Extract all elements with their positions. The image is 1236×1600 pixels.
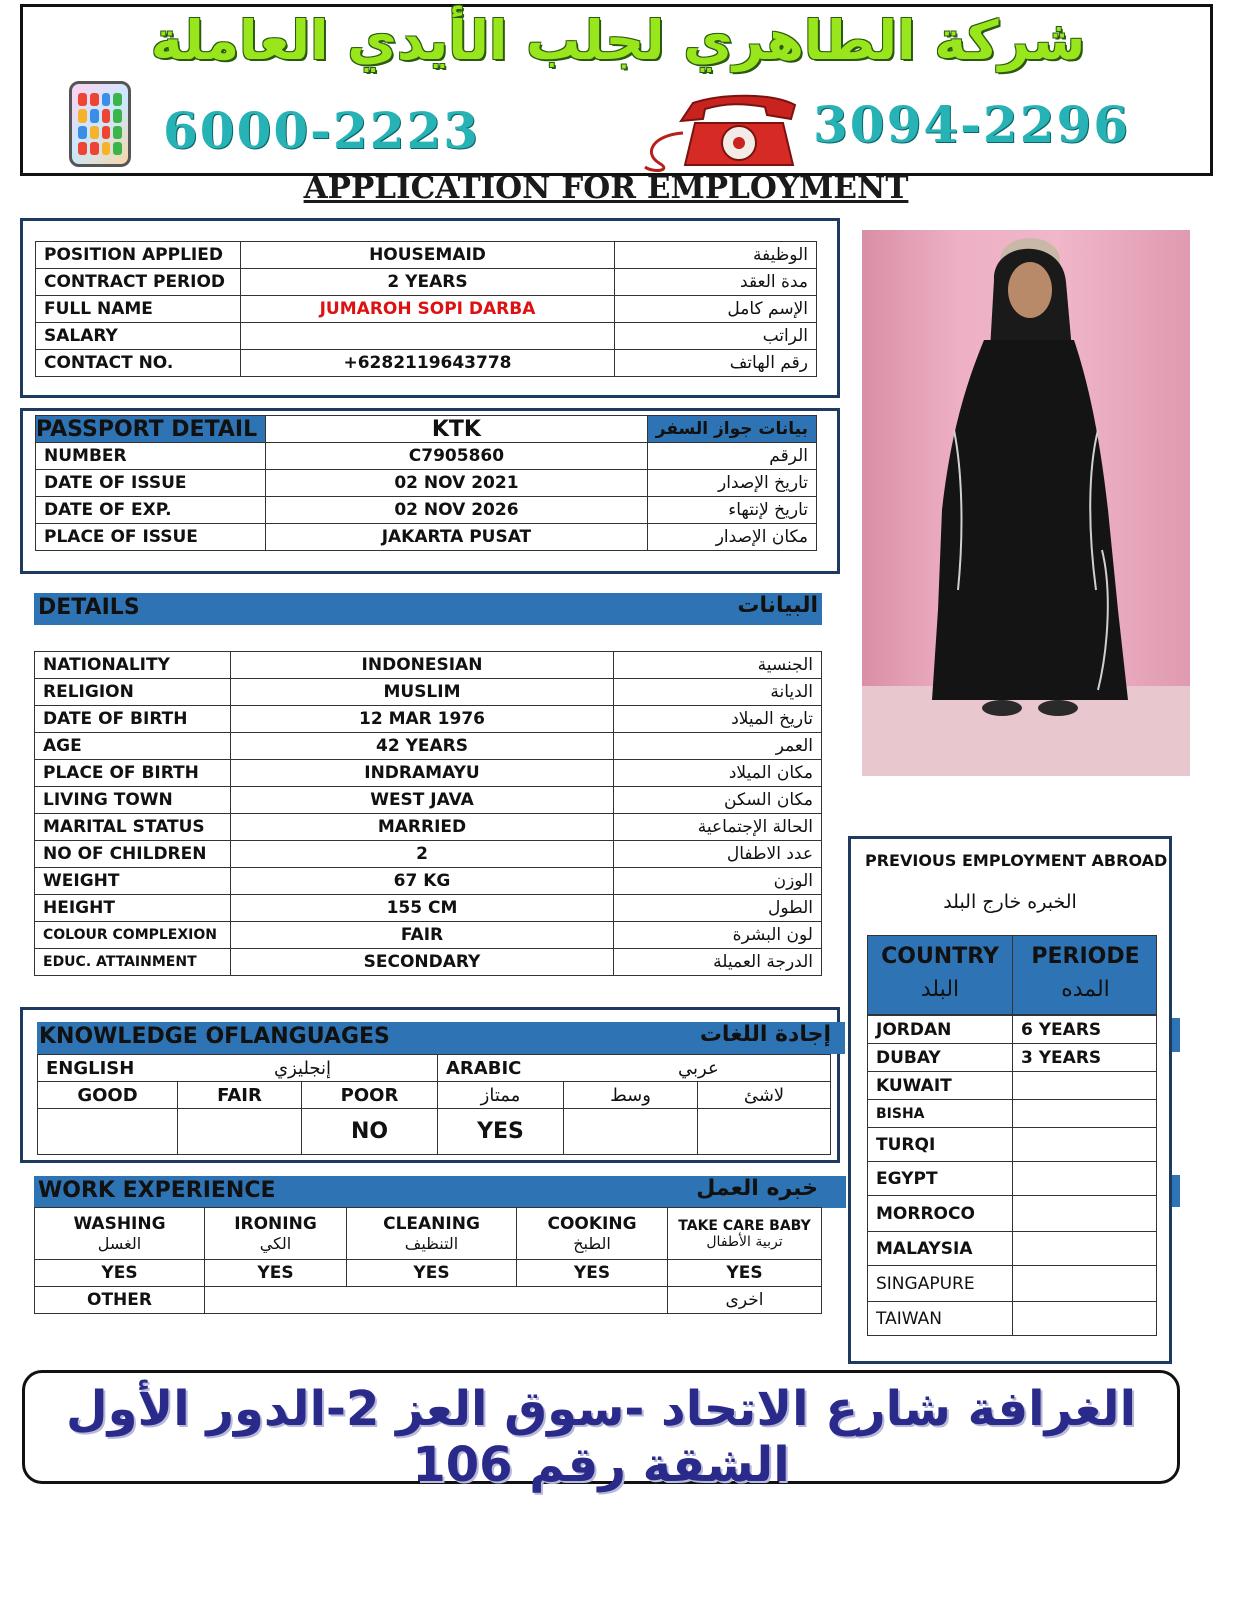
row-value: JAKARTA PUSAT <box>266 524 648 551</box>
row-label-ar: لون البشرة <box>614 922 822 949</box>
previous-title-ar: الخبره خارج البلد <box>943 891 1077 913</box>
level-label: POOR <box>302 1082 438 1109</box>
period-header-label-ar: المده <box>1061 977 1110 1002</box>
applicant-photo <box>862 230 1190 776</box>
row-label-ar: رقم الهاتف <box>615 350 817 377</box>
applicant-figure <box>862 230 1190 776</box>
position-table <box>35 241 817 377</box>
row-label: POSITION APPLIED <box>36 242 241 269</box>
languages-heading: KNOWLEDGE OFLANGUAGES <box>39 1024 390 1049</box>
table-row <box>868 1232 1157 1266</box>
row-label: NO OF CHILDREN <box>35 841 231 868</box>
table-row <box>868 1196 1157 1232</box>
row-label: HEIGHT <box>35 895 231 922</box>
other-value <box>205 1287 668 1314</box>
row-label: FULL NAME <box>36 296 241 323</box>
country-header <box>868 936 1013 1014</box>
row-label-ar: مدة العقد <box>615 269 817 296</box>
row-value: 2 YEARS <box>241 269 615 296</box>
arabic-label: ARABIC <box>446 1057 522 1079</box>
passport-section <box>20 408 840 574</box>
skill-cell <box>517 1208 668 1260</box>
skill-value: YES <box>517 1260 668 1287</box>
row-value: 02 NOV 2021 <box>266 470 648 497</box>
table-row <box>36 296 817 323</box>
country-cell: MALAYSIA <box>868 1232 1013 1266</box>
table-row <box>35 895 822 922</box>
country-header-label: COUNTRY <box>881 944 999 969</box>
period-cell <box>1013 1128 1157 1162</box>
row-value: MARRIED <box>231 814 614 841</box>
skill-value: YES <box>35 1260 205 1287</box>
details-heading: DETAILS <box>38 595 140 620</box>
passport-heading-value: KTK <box>266 416 648 443</box>
english-label: ENGLISH <box>46 1057 135 1079</box>
table-row <box>868 1266 1157 1302</box>
row-value: 2 <box>231 841 614 868</box>
level-answer <box>564 1109 698 1155</box>
row-label: SALARY <box>36 323 241 350</box>
row-label-ar: تاريخ لإنتهاء <box>647 497 816 524</box>
row-value <box>241 323 615 350</box>
skill-label: WASHING <box>73 1214 166 1234</box>
table-row <box>868 1100 1157 1128</box>
other-label-ar: اخرى <box>668 1287 822 1314</box>
row-label: WEIGHT <box>35 868 231 895</box>
row-label-ar: الجنسية <box>614 652 822 679</box>
table-row <box>36 470 817 497</box>
skill-label-ar: الكي <box>259 1234 292 1253</box>
level-answer <box>698 1109 831 1155</box>
period-cell: 3 YEARS <box>1013 1044 1157 1072</box>
row-value: INDRAMAYU <box>231 760 614 787</box>
row-label: NUMBER <box>36 443 266 470</box>
row-label-ar: تاريخ الإصدار <box>647 470 816 497</box>
mobile-phone-icon <box>69 81 131 167</box>
period-cell: 6 YEARS <box>1013 1016 1157 1044</box>
row-value: FAIR <box>231 922 614 949</box>
table-row <box>36 269 817 296</box>
country-cell: JORDAN <box>868 1016 1013 1044</box>
table-row <box>35 868 822 895</box>
row-value: 42 YEARS <box>231 733 614 760</box>
address-footer <box>22 1370 1180 1493</box>
full-name-value: JUMAROH SOPI DARBA <box>241 296 615 323</box>
level-answer <box>38 1109 178 1155</box>
row-label: PLACE OF ISSUE <box>36 524 266 551</box>
country-cell: MORROCO <box>868 1196 1013 1232</box>
row-label-ar: العمر <box>614 733 822 760</box>
row-label: EDUC. ATTAINMENT <box>35 949 231 976</box>
row-label: DATE OF ISSUE <box>36 470 266 497</box>
form-title: APPLICATION FOR EMPLOYMENT <box>303 170 909 206</box>
period-cell <box>1013 1266 1157 1302</box>
row-value: 155 CM <box>231 895 614 922</box>
company-header <box>20 4 1213 176</box>
row-label: LIVING TOWN <box>35 787 231 814</box>
row-value: WEST JAVA <box>231 787 614 814</box>
row-value: INDONESIAN <box>231 652 614 679</box>
country-cell: SINGAPURE <box>868 1266 1013 1302</box>
row-label-ar: الطول <box>614 895 822 922</box>
country-cell: TURQI <box>868 1128 1013 1162</box>
row-label: COLOUR COMPLEXION <box>35 922 231 949</box>
position-section <box>20 218 840 398</box>
row-label-ar: عدد الاطفال <box>614 841 822 868</box>
skill-cell <box>35 1208 205 1260</box>
level-answer <box>178 1109 302 1155</box>
table-row <box>35 1208 822 1260</box>
table-row <box>868 1302 1157 1336</box>
level-answer: YES <box>438 1109 564 1155</box>
passport-heading-row <box>36 416 817 443</box>
row-label-ar: الدرجة العميلة <box>614 949 822 976</box>
period-cell <box>1013 1072 1157 1100</box>
table-row <box>868 1128 1157 1162</box>
english-cell <box>38 1055 438 1082</box>
table-row <box>35 652 822 679</box>
row-label-ar: الوزن <box>614 868 822 895</box>
table-row <box>868 1072 1157 1100</box>
row-value: 12 MAR 1976 <box>231 706 614 733</box>
row-label: AGE <box>35 733 231 760</box>
table-row <box>36 443 817 470</box>
row-value: 02 NOV 2026 <box>266 497 648 524</box>
table-row <box>38 1082 831 1109</box>
skill-value: YES <box>205 1260 347 1287</box>
telephone-icon <box>633 93 803 173</box>
period-cell <box>1013 1162 1157 1196</box>
address-text: الغرافة شارع الاتحاد -سوق العز 2-الدور الأول الشقة رقم 106 <box>65 1381 1137 1493</box>
level-answer: NO <box>302 1109 438 1155</box>
table-row <box>35 679 822 706</box>
skill-label-ar: الطبخ <box>573 1234 611 1253</box>
passport-heading: PASSPORT DETAIL <box>36 416 266 443</box>
table-row <box>868 1044 1157 1072</box>
period-header <box>1013 936 1158 1014</box>
previous-table-header <box>867 935 1157 1015</box>
row-value: C7905860 <box>266 443 648 470</box>
level-label: وسط <box>564 1082 698 1109</box>
skill-cell <box>668 1208 822 1260</box>
country-cell: DUBAY <box>868 1044 1013 1072</box>
row-label-ar: الحالة الإجتماعية <box>614 814 822 841</box>
table-row <box>36 242 817 269</box>
row-label: DATE OF BIRTH <box>35 706 231 733</box>
mobile-number: 6000-2223 <box>163 101 481 160</box>
arabic-label-ar: عربي <box>678 1057 719 1079</box>
table-row <box>38 1055 831 1082</box>
languages-heading-ar: إجادة اللغات <box>699 1022 831 1047</box>
country-cell: TAIWAN <box>868 1302 1013 1336</box>
table-row <box>35 922 822 949</box>
table-row <box>868 1016 1157 1044</box>
skill-label-ar: الغسل <box>97 1234 142 1253</box>
table-row <box>35 760 822 787</box>
details-heading-ar: البيانات <box>737 593 818 618</box>
row-label: RELIGION <box>35 679 231 706</box>
table-row <box>35 949 822 976</box>
skill-label-ar: تربية الأطفال <box>706 1233 783 1250</box>
skill-label: CLEANING <box>383 1214 480 1234</box>
table-row <box>36 350 817 377</box>
row-label-ar: الراتب <box>615 323 817 350</box>
landline-number: 3094-2296 <box>813 95 1131 154</box>
skill-cell <box>347 1208 517 1260</box>
skill-value: YES <box>347 1260 517 1287</box>
details-heading-bar <box>34 593 822 625</box>
country-header-label-ar: البلد <box>920 977 960 1002</box>
side-accent <box>1172 1018 1180 1052</box>
row-value: +6282119643778 <box>241 350 615 377</box>
row-label: CONTACT NO. <box>36 350 241 377</box>
period-cell <box>1013 1302 1157 1336</box>
arabic-cell <box>438 1055 831 1082</box>
table-row <box>38 1109 831 1155</box>
country-cell: BISHA <box>868 1100 1013 1128</box>
skill-cell <box>205 1208 347 1260</box>
table-row <box>868 1162 1157 1196</box>
level-label: GOOD <box>38 1082 178 1109</box>
passport-heading-ar: بيانات جواز السفر <box>647 416 816 443</box>
skill-label-ar: التنظيف <box>404 1234 459 1253</box>
previous-employment-section <box>848 836 1172 1364</box>
period-header-label: PERIODE <box>1031 944 1140 969</box>
table-row <box>35 1287 822 1314</box>
languages-table <box>37 1054 831 1155</box>
english-label-ar: إنجليزي <box>274 1057 332 1079</box>
table-row <box>35 814 822 841</box>
table-row <box>35 841 822 868</box>
row-value: MUSLIM <box>231 679 614 706</box>
table-row <box>35 1260 822 1287</box>
table-row <box>36 524 817 551</box>
company-name: شركة الطاهري لجلب الأيدي العاملة <box>150 9 1086 72</box>
row-label-ar: تاريخ الميلاد <box>614 706 822 733</box>
row-label-ar: مكان السكن <box>614 787 822 814</box>
skill-value: YES <box>668 1260 822 1287</box>
period-cell <box>1013 1196 1157 1232</box>
row-value: 67 KG <box>231 868 614 895</box>
skill-label: TAKE CARE BABY <box>678 1217 811 1234</box>
work-heading: WORK EXPERIENCE <box>38 1178 276 1203</box>
row-label-ar: الوظيفة <box>615 242 817 269</box>
previous-table <box>867 1015 1157 1336</box>
row-label-ar: مكان الإصدار <box>647 524 816 551</box>
work-heading-bar <box>34 1176 846 1208</box>
row-label: PLACE OF BIRTH <box>35 760 231 787</box>
row-value: SECONDARY <box>231 949 614 976</box>
side-accent <box>1172 1175 1180 1207</box>
work-heading-ar: خبره العمل <box>696 1176 818 1201</box>
level-label: FAIR <box>178 1082 302 1109</box>
row-label-ar: الرقم <box>647 443 816 470</box>
other-label: OTHER <box>35 1287 205 1314</box>
row-label-ar: الإسم كامل <box>615 296 817 323</box>
languages-heading-bar <box>37 1022 845 1054</box>
row-label: CONTRACT PERIOD <box>36 269 241 296</box>
table-row <box>35 706 822 733</box>
period-cell <box>1013 1100 1157 1128</box>
row-label: NATIONALITY <box>35 652 231 679</box>
row-label-ar: مكان الميلاد <box>614 760 822 787</box>
level-label: لاشئ <box>698 1082 831 1109</box>
table-row <box>35 733 822 760</box>
country-cell: EGYPT <box>868 1162 1013 1196</box>
country-cell: KUWAIT <box>868 1072 1013 1100</box>
passport-table <box>35 415 817 551</box>
row-value: HOUSEMAID <box>241 242 615 269</box>
skill-label: COOKING <box>547 1214 637 1234</box>
level-label: ممتاز <box>438 1082 564 1109</box>
details-table <box>34 651 822 976</box>
previous-title: PREVIOUS EMPLOYMENT ABROAD <box>865 851 1168 870</box>
row-label: DATE OF EXP. <box>36 497 266 524</box>
table-row <box>36 497 817 524</box>
table-row <box>35 787 822 814</box>
work-table <box>34 1207 822 1314</box>
period-cell <box>1013 1232 1157 1266</box>
languages-section <box>20 1007 840 1163</box>
row-label-ar: الديانة <box>614 679 822 706</box>
row-label: MARITAL STATUS <box>35 814 231 841</box>
table-row <box>36 323 817 350</box>
skill-label: IRONING <box>234 1214 317 1234</box>
